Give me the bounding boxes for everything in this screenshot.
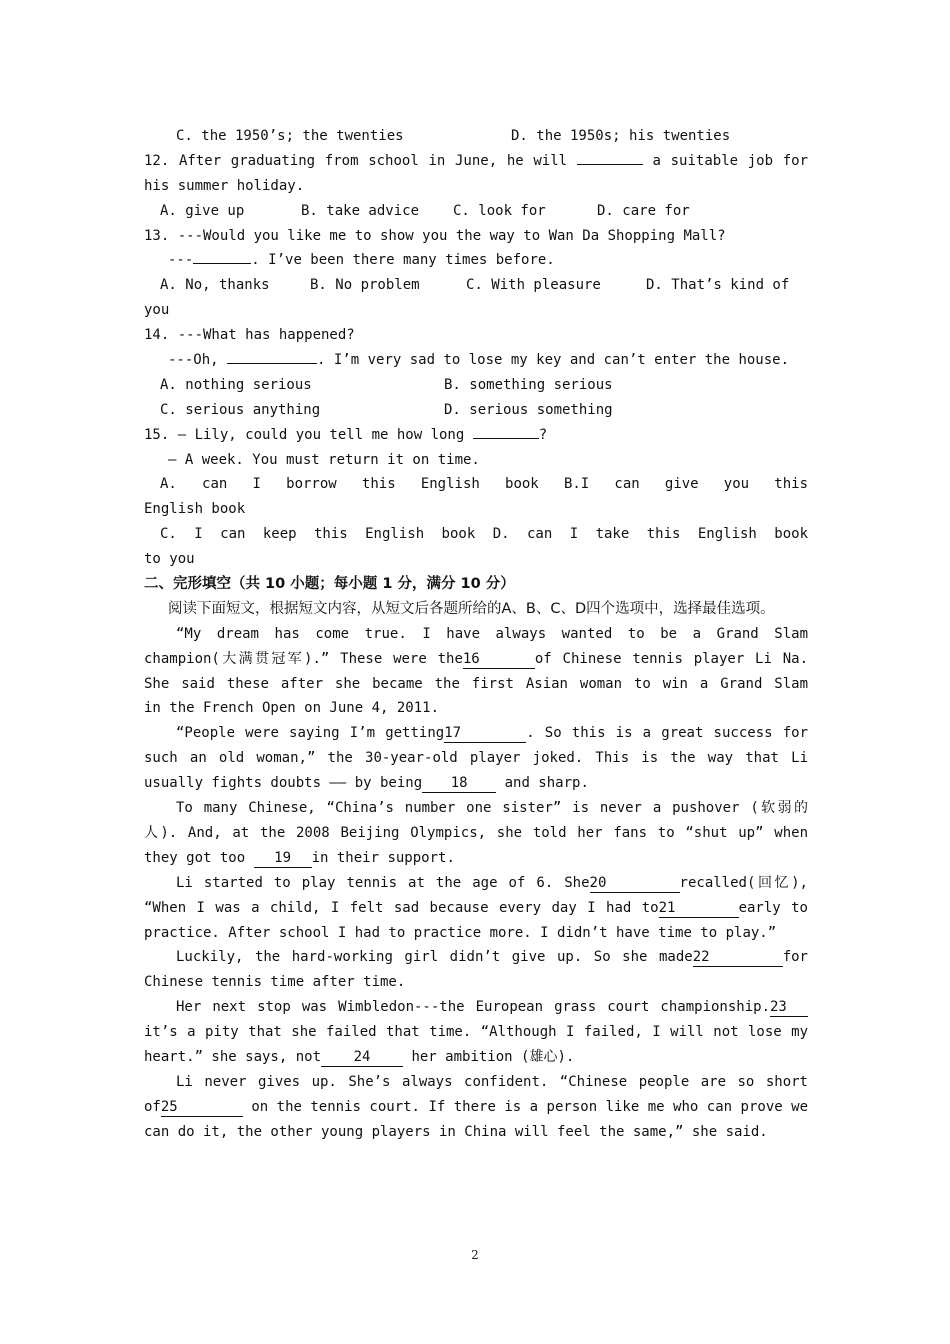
answer-blank <box>227 363 317 364</box>
passage-line: “My dream has come true. I have always wanted to be a Grand Slam <box>176 625 808 642</box>
passage-line: they got too 19 in their support. <box>144 849 455 866</box>
blank-19: 19 <box>254 850 312 868</box>
blank-16: 16 <box>463 651 535 669</box>
page-number: 2 <box>471 1248 479 1262</box>
section-instruction: 阅读下面短文，根据短文内容，从短文后各题所给的A、B、C、D四个选项中，选择最佳选项。 <box>168 600 775 617</box>
q15-option-a: A. can I borrow this English book <box>160 476 539 493</box>
q14-options-row-2 <box>144 398 808 423</box>
blank-18: 18 <box>422 775 496 793</box>
q12-stem: 12. After graduating from school in June, he will a suitable job for <box>144 152 808 169</box>
q15-option-c: C. I can keep this English book <box>160 526 476 543</box>
passage-line: can do it, the other young players in China will feel the same,” she said. <box>144 1123 768 1140</box>
blank-23: 23 <box>770 999 808 1017</box>
passage-line: Chinese tennis time after time. <box>144 974 406 991</box>
passage-line: She said these after she became the first Asian woman to win a Grand Slam <box>144 675 808 692</box>
answer-blank <box>577 164 643 165</box>
passage-line: heart.” she says, not 24 her ambition (雄心). <box>144 1048 575 1065</box>
passage-line: in the French Open on June 4, 2011. <box>144 700 440 717</box>
passage-line: Li never gives up. She’s always confident. “Chinese people are so short <box>176 1073 808 1090</box>
blank-20: 20 <box>590 875 680 893</box>
q12-option-d: D. care for <box>597 202 690 219</box>
q15-option-b: B.I can give you this <box>563 476 808 493</box>
q14-option-c: C. serious anything <box>160 401 321 418</box>
q13-option-a: A. No, thanks <box>160 277 270 294</box>
passage-line: practice. After school I had to practice more. I didn’t have time to play.” <box>144 924 777 941</box>
passage-line: Li started to play tennis at the age of 6. She20 recalled(回忆), <box>176 874 808 891</box>
answer-blank <box>473 438 539 439</box>
q13-reply: --- . I’ve been there many times before. <box>168 252 555 269</box>
q12-option-b: B. take advice <box>301 202 420 219</box>
q12-options-row <box>144 199 808 224</box>
q15-stem: 15. — Lily, could you tell me how long ? <box>144 426 548 443</box>
passage-line: Luckily, the hard-working girl didn’t give up. So she made22 for <box>176 949 808 966</box>
q13-options-row <box>144 273 808 298</box>
answer-blank <box>193 263 251 264</box>
q13-stem: 13. ---Would you like me to show you the way to Wan Da Shopping Mall? <box>144 227 726 244</box>
passage-line: such an old woman,” the 30-year-old player joked. This is the way that Li <box>144 750 808 767</box>
q11-option-c: C. the 1950’s; the twenties <box>176 128 404 144</box>
blank-21: 21 <box>659 900 739 918</box>
passage-line: champion(大满贯冠军).” These were the16 of Chinese tennis player Li Na. <box>144 650 808 667</box>
q14-reply: ---Oh, . I’m very sad to lose my key and can’t enter the house. <box>168 352 790 369</box>
q15-option-d-cont: to you <box>144 551 195 568</box>
q13-option-c: C. With pleasure <box>466 277 601 294</box>
q13-option-d: D. That’s kind of <box>646 277 790 294</box>
blank-25: 25 <box>161 1099 243 1117</box>
passage-line: it’s a pity that she failed that time. “Although I failed, I will not lose my <box>144 1024 808 1041</box>
passage-line: To many Chinese, “China’s number one sister” is never a pushover (软弱的 <box>176 800 808 817</box>
q14-stem: 14. ---What has happened? <box>144 327 355 344</box>
q15-options-row-1 <box>144 472 808 497</box>
q11-options-row <box>144 124 808 149</box>
q11-option-d: D. the 1950s; his twenties <box>511 128 731 144</box>
passage-line: usually fights doubts —— by being 18 and sharp. <box>144 775 589 792</box>
q13-option-d-cont: you <box>144 302 170 319</box>
section-title-cloze: 二、完形填空（共 10 小题；每小题 1 分，满分 10 分） <box>144 576 515 593</box>
exam-page-body <box>144 124 808 1145</box>
q14-option-d: D. serious something <box>444 401 613 418</box>
blank-24: 24 <box>321 1049 403 1067</box>
q14-options-row-1 <box>144 373 808 398</box>
passage-line: of25 on the tennis court. If there is a person like me who can prove we <box>144 1098 808 1115</box>
q14-option-b: B. something serious <box>444 376 613 393</box>
q12-option-c: C. look for <box>453 202 546 219</box>
blank-17: 17 <box>444 725 526 743</box>
q15-option-d: D. can I take this English book <box>492 526 808 543</box>
blank-22: 22 <box>693 949 783 967</box>
q14-option-a: A. nothing serious <box>160 376 312 393</box>
q15-option-b-cont: English book <box>144 501 246 518</box>
passage-line: “People were saying I’m getting17 . So this is a great success for <box>176 725 808 742</box>
passage-line: “When I was a child, I felt sad because every day I had to21 early to <box>144 899 808 916</box>
q15-reply: — A week. You must return it on time. <box>168 451 480 468</box>
q13-option-b: B. No problem <box>310 277 420 294</box>
passage-line: 人). And, at the 2008 Beijing Olympics, she told her fans to “shut up” when <box>144 824 808 841</box>
q12-option-a: A. give up <box>160 202 245 219</box>
q12-stem-cont: his summer holiday. <box>144 177 305 194</box>
q15-options-row-2 <box>144 522 808 547</box>
passage-line: Her next stop was Wimbledon---the European grass court championship.23 <box>144 995 808 1020</box>
